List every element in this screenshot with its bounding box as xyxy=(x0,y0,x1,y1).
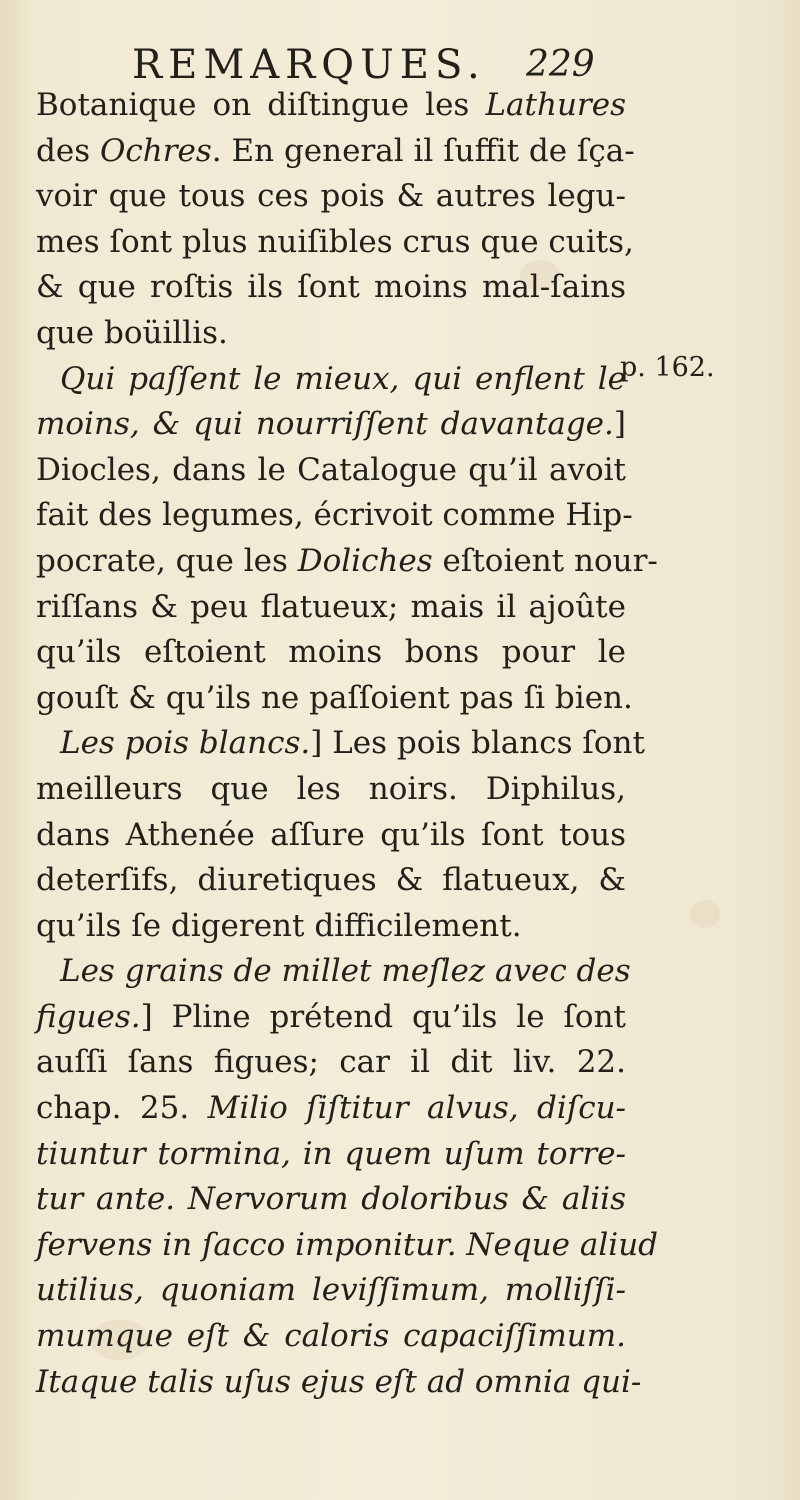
italic-text-segment: Lathures xyxy=(485,87,626,123)
text-line xyxy=(36,904,626,950)
italic-text-segment: Doliches xyxy=(297,542,433,579)
page-number: 229 xyxy=(526,44,595,85)
italic-text-segment: fervens in ſacco imponitur. Neque aliud xyxy=(36,1226,658,1263)
text-line xyxy=(36,402,626,448)
text-line xyxy=(36,585,626,631)
text-line xyxy=(36,630,626,676)
roman-text-segment: mes ſont plus nuiſibles crus que cuits, xyxy=(36,223,634,260)
text-line xyxy=(36,1268,626,1314)
text-line xyxy=(36,448,626,494)
italic-text-segment: Ochres xyxy=(99,132,212,169)
text-line xyxy=(36,1132,626,1178)
roman-text-segment: pocrate, que les xyxy=(36,542,298,579)
text-line xyxy=(36,858,626,904)
roman-text-segment: qu’ils ſe digerent difficilement. xyxy=(36,907,522,944)
roman-text-segment: riſſans & peu flatueux; mais il ajoûte xyxy=(36,588,626,625)
roman-text-segment: deterſifs, diuretiques & flatueux, & xyxy=(36,862,626,899)
roman-text-segment: . En general il ſuffit de ſça- xyxy=(211,132,635,169)
text-line xyxy=(36,949,631,995)
text-line xyxy=(36,1040,626,1086)
text-line xyxy=(36,174,626,220)
roman-text-segment: Diocles, dans le Catalogue qu’il avoit xyxy=(36,451,626,488)
text-line xyxy=(36,493,633,539)
text-line xyxy=(36,539,658,585)
roman-text-segment: Botanique on diſtingue les xyxy=(36,87,486,123)
paper-stain xyxy=(690,900,720,928)
roman-text-segment: dans Athenée aſſure qu’ils ſont tous xyxy=(36,816,626,853)
text-line xyxy=(36,311,626,357)
running-head: REMARQUES. xyxy=(132,42,486,88)
roman-text-segment: fait des legumes, écrivoit comme Hip- xyxy=(36,497,633,534)
italic-text-segment: mumque eſt & caloris capaciſſimum. xyxy=(36,1318,626,1355)
text-line xyxy=(36,995,626,1041)
roman-text-segment: gouſt & qu’ils ne paſſoient pas ſi bien. xyxy=(36,679,633,716)
margin-reference: p. 162. xyxy=(620,352,715,383)
roman-text-segment: ] Pline prétend qu’ils le ſont xyxy=(140,998,626,1035)
text-line xyxy=(36,721,645,767)
roman-text-segment: des xyxy=(36,132,100,169)
italic-text-segment: Les grains de millet meſlez avec des xyxy=(60,953,631,990)
text-line xyxy=(36,1223,658,1269)
text-line xyxy=(36,220,634,266)
roman-text-segment: auſſi ſans figues; car il dit liv. 22. xyxy=(36,1044,626,1081)
roman-text-segment: meilleurs que les noirs. Diphilus, xyxy=(36,770,626,807)
body-text xyxy=(36,83,658,1405)
roman-text-segment: & que roſtis ils ſont moins mal-ſains xyxy=(36,269,626,306)
italic-text-segment: Milio ſiſtitur alvus, diſcu- xyxy=(207,1090,627,1127)
text-line xyxy=(36,1314,626,1360)
text-line xyxy=(36,1086,626,1132)
italic-text-segment: Itaque talis uſus ejus eſt ad omnia qui- xyxy=(36,1363,642,1400)
text-line xyxy=(36,676,633,722)
italic-text-segment: Qui paſſent le mieux, qui enflent le xyxy=(60,360,626,397)
roman-text-segment: eſtoient nour- xyxy=(432,542,658,579)
text-line xyxy=(36,1177,626,1223)
italic-text-segment: figues. xyxy=(36,998,141,1035)
roman-text-segment: chap. 25. xyxy=(36,1090,208,1127)
roman-text-segment: voir que tous ces pois & autres legu- xyxy=(36,178,626,215)
roman-text-segment: qu’ils eſtoient moins bons pour le xyxy=(36,634,626,671)
text-line xyxy=(36,129,635,175)
text-line xyxy=(36,83,626,129)
roman-text-segment: ] Les pois blancs ſont xyxy=(310,725,645,762)
text-line xyxy=(36,813,626,859)
italic-text-segment: Les pois blancs. xyxy=(60,725,311,762)
italic-text-segment: tur ante. Nervorum doloribus & aliis xyxy=(36,1181,626,1218)
roman-text-segment: ] xyxy=(613,406,626,443)
italic-text-segment: utilius, quoniam leviſſimum, molliſſi- xyxy=(36,1272,626,1309)
text-line xyxy=(36,1360,642,1406)
text-line xyxy=(36,767,626,813)
roman-text-segment: que boüillis. xyxy=(36,314,228,351)
text-line xyxy=(36,265,626,311)
text-line xyxy=(36,357,626,403)
italic-text-segment: tiuntur tormina, in quem uſum torre- xyxy=(36,1135,626,1172)
italic-text-segment: moins, & qui nourriſſent davantage. xyxy=(36,406,614,443)
